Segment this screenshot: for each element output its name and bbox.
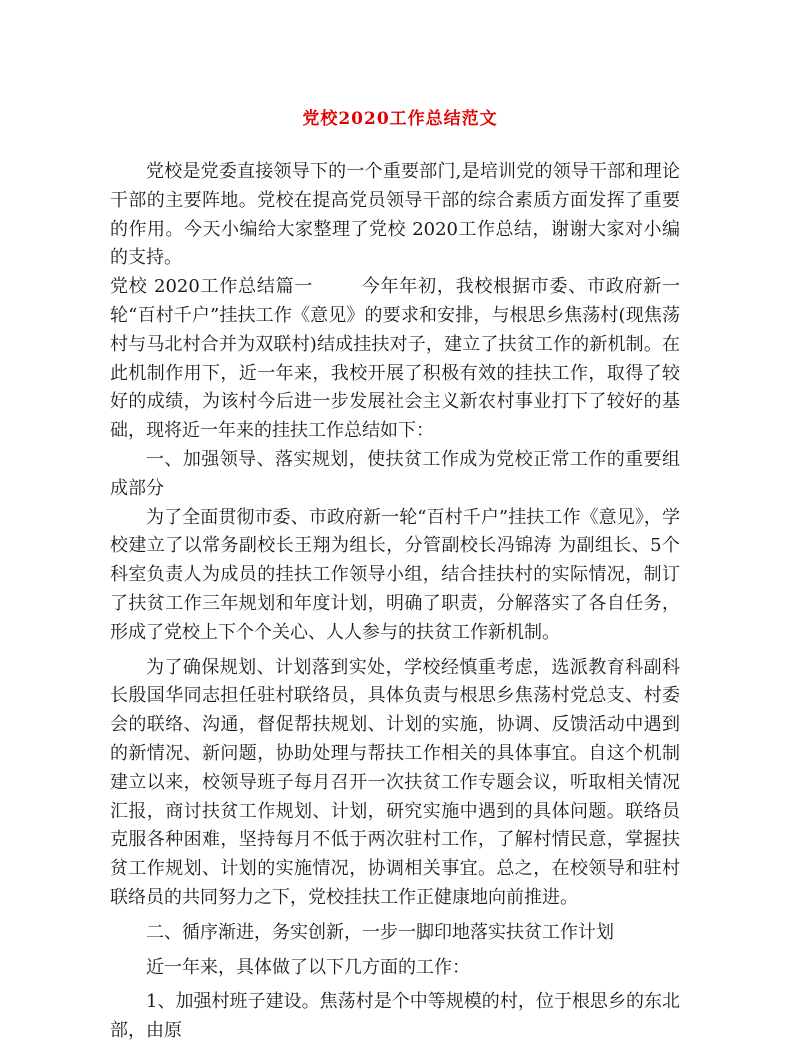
section-paragraph xyxy=(110,273,680,446)
paragraph-4: 近一年来，具体做了以下几方面的工作： xyxy=(146,956,470,978)
paragraph-2: 为了全面贯彻市委、市政府新一轮“百村千户”挂扶工作《意见》，学校建立了以常务副校长王翔为组长，分管副校长冯锦涛 为副组长、5个科室负责人为成员的挂扶工作领导小组，结合挂扶村的实际情况，制订了扶贫工作三年规划和年度计划，明确了职责，分解落实了各自任务，形成了党校上下个个关心、人人参与的扶贫工作新机制。 xyxy=(110,506,680,643)
paragraph-1: 今年年初，我校根据市委、市政府新一轮“百村千户”挂扶工作《意见》的要求和安排，与根思乡焦荡村(现焦荡村与马北村合并为双联村)结成挂扶对子，建立了扶贫工作的新机制。在此机制作用下，近一年来，我校开展了积极有效的挂扶工作，取得了较好的成绩，为该村今后进一步发展社会主义新农村事业打下了较好的基础，现将近一年来的挂扶工作总结如下： xyxy=(110,276,681,442)
document-title: 党校2020工作总结范文 xyxy=(302,109,498,129)
heading-2: 二、循序渐进，务实创新，一步一脚印地落实扶贫工作计划 xyxy=(146,921,614,943)
section-label: 党校 2020工作总结篇一 xyxy=(110,276,314,298)
intro-paragraph: 党校是党委直接领导下的一个重要部门,是培训党的领导干部和理论干部的主要阵地。党校在提高党员领导干部的综合素质方面发挥了重要的作用。今天小编给大家整理了党校 2020工作总结，谢谢大家对小编的支持。 xyxy=(110,161,680,269)
paragraph-5: 1、加强村班子建设。焦荡村是个中等规模的村，位于根思乡的东北部，由原 xyxy=(110,991,680,1042)
heading-1: 一、加强领导、落实规划，使扶贫工作成为党校正常工作的重要组成部分 xyxy=(110,448,680,499)
paragraph-3: 为了确保规划、计划落到实处，学校经慎重考虑，选派教育科副科长殷国华同志担任驻村联络员，具体负责与根思乡焦荡村党总支、村委会的联络、沟通，督促帮扶规划、计划的实施，协调、反馈活动中遇到的新情况、新问题，协助处理与帮扶工作相关的具体事宜。自这个机制建立以来，校领导班子每月召开一次扶贫工作专题会议，听取相关情况汇报，商讨扶贫工作规划、计划，研究实施中遇到的具体问题。联络员克服各种困难，坚持每月不低于两次驻村工作，了解村情民意，掌握扶贫工作规划、计划的实施情况，协调相关事宜。总之，在校领导和驻村联络员的共同努力之下，党校挂扶工作正健康地向前推进。 xyxy=(110,656,680,908)
document-body xyxy=(110,158,680,1046)
